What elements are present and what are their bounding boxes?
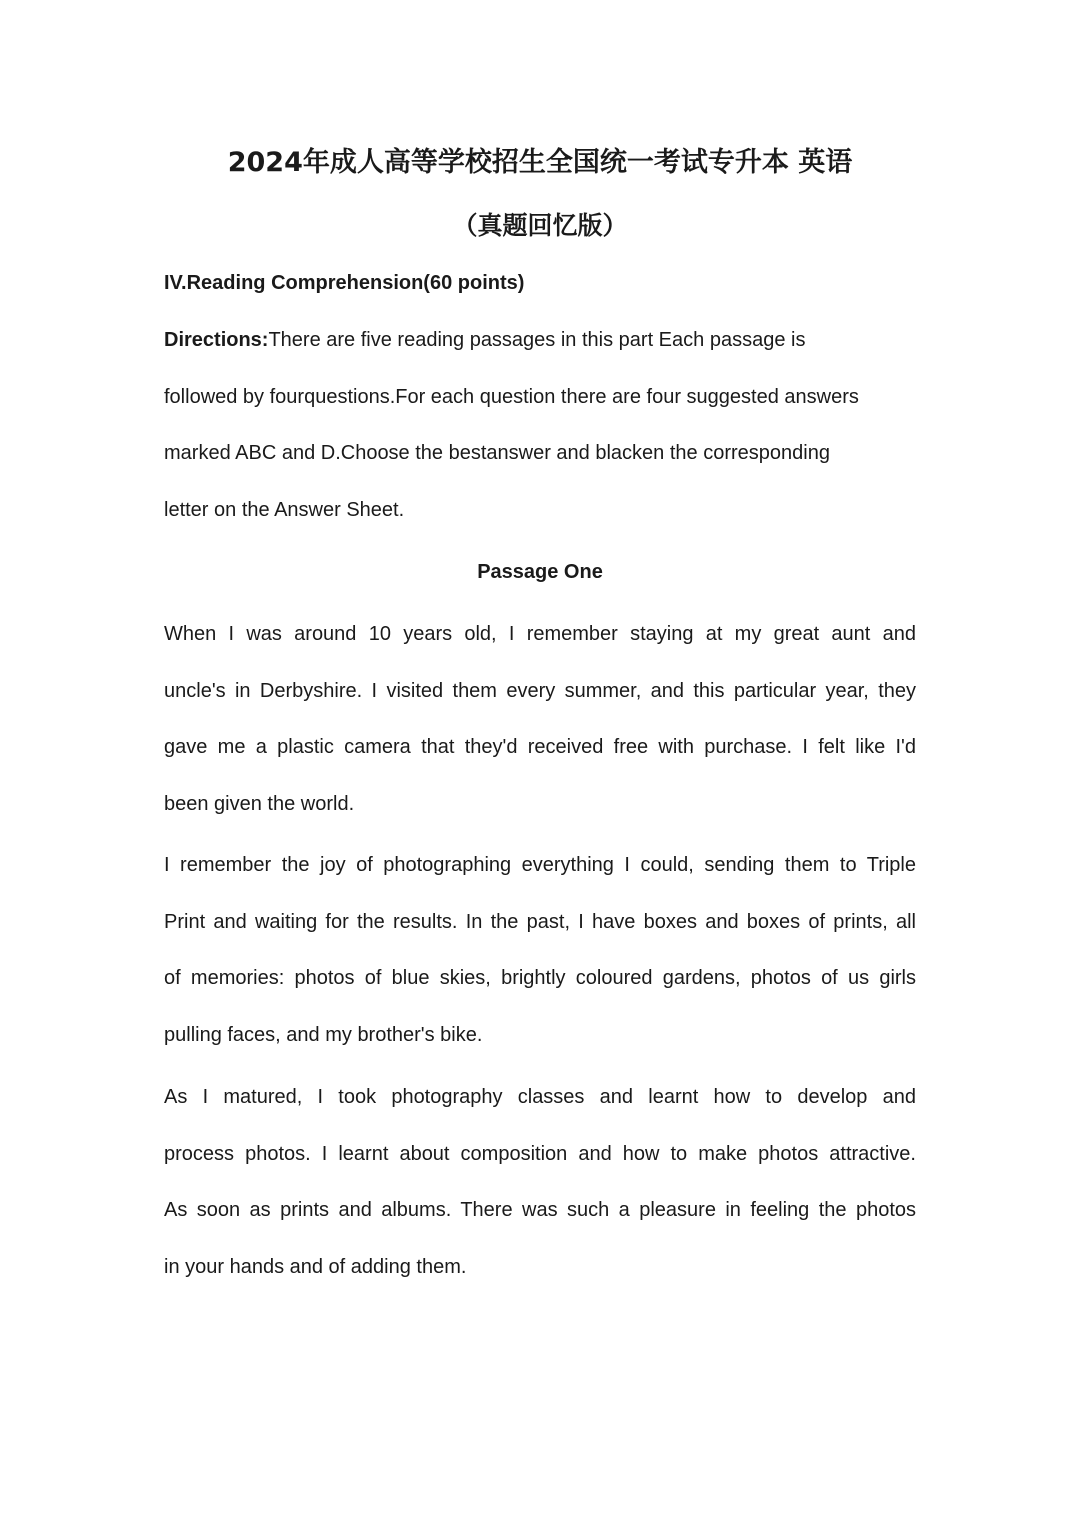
paragraph-line: Print and waiting for the results. In the past, I have boxes and boxes of prints, all xyxy=(164,910,916,933)
directions-label: Directions: xyxy=(164,329,269,351)
page-title: 2024年成人高等学校招生全国统一考试专升本 英语 xyxy=(227,147,853,178)
section-heading: IV.Reading Comprehension(60 points) xyxy=(164,272,525,294)
paragraph-line: uncle's in Derbyshire. I visited them every summer, and this particular year, they xyxy=(164,679,916,702)
paragraph-line: in your hands and of adding them. xyxy=(164,1255,467,1278)
page-subtitle: （真题回忆版） xyxy=(452,211,628,240)
directions-line: letter on the Answer Sheet. xyxy=(164,498,405,521)
paragraph-line: been given the world. xyxy=(164,792,355,815)
paragraph-line: I remember the joy of photographing everything I could, sending them to Triple xyxy=(164,854,916,876)
directions-block xyxy=(164,312,916,538)
paragraph-line: of memories: photos of blue skies, brightly coloured gardens, photos of us girls xyxy=(164,967,916,989)
paragraph-line: When I was around 10 years old, I remember staying at my great aunt and xyxy=(164,623,916,645)
paragraph-line: As soon as prints and albums. There was such a pleasure in feeling the photos xyxy=(164,1199,916,1221)
paragraph-line: pulling faces, and my brother's bike. xyxy=(164,1023,483,1046)
paragraph-line: process photos. I learnt about composition and how to make photos attractive. xyxy=(164,1142,916,1165)
directions-line xyxy=(164,312,916,369)
paragraph-line: As I matured, I took photography classes and learnt how to develop and xyxy=(164,1086,916,1108)
paragraph-2 xyxy=(164,837,916,1063)
paragraph-line: gave me a plastic camera that they'd received free with purchase. I felt like I'd xyxy=(164,736,916,758)
paragraph-3 xyxy=(164,1069,916,1295)
directions-line: followed by fourquestions.For each question there are four suggested answers xyxy=(164,385,859,408)
directions-line: marked ABC and D.Choose the bestanswer and blacken the corresponding xyxy=(164,442,830,464)
passage-title: Passage One xyxy=(477,561,603,583)
paragraph-1 xyxy=(164,606,916,832)
directions-text: There are five reading passages in this part Each passage is xyxy=(268,329,806,351)
